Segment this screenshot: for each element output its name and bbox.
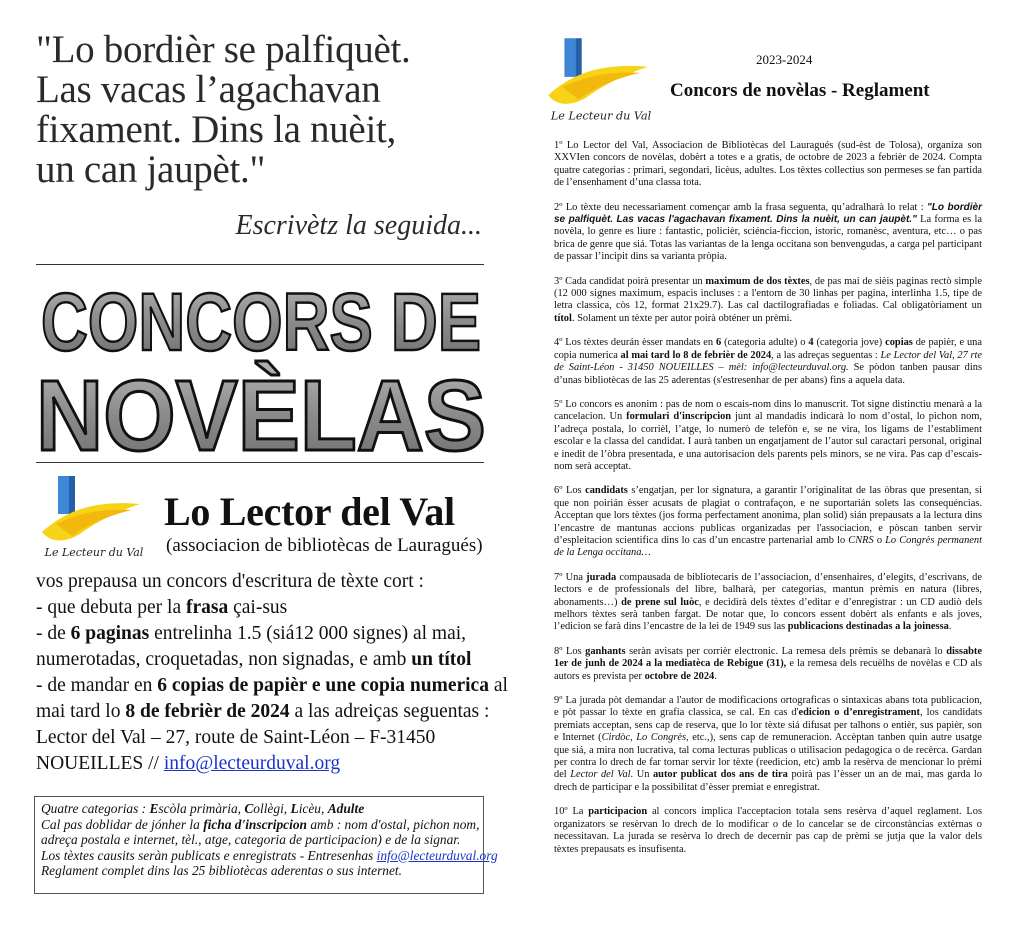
organization-name: Lo Lector del Val <box>164 489 455 534</box>
quote-line: "Lo bordièr se palfiquèt. <box>36 28 411 71</box>
intro-row <box>36 595 506 621</box>
text: etc.,), sens cap de remuneracion. Accèptan tanben quin autre usatge que siá, a mira non lucrativa, tal coma lecturas publicas o utilisacion pedagogica o de recèrca. Gardan per contra lo drech de far tornar servir lor tèxte (reedicion, etc) amb la resèrva de mencionar lo prèmi del <box>554 732 983 781</box>
text: C <box>244 801 254 816</box>
text: (categoria adulte) o <box>721 337 809 349</box>
text: 6º Los <box>554 485 586 497</box>
text: , de pas mai de sièis paginas rectò simple (12 000 signes maximum, espacis incluses : a l'entorn de 30 linhas per pagina, interlinha 1.5, tipe de letra classica, còs 12, format 21x29.7). Las cal dactilografiadas e foliadas. Cal obligatòriament un <box>554 275 982 312</box>
rule-item <box>554 202 982 264</box>
text: , los candidats premiats acceptan, sens cap de reserva, que lo lor tèxte siá difusat per talhons o entièr, sus papièr, son e Internet ( <box>554 707 982 744</box>
text: L <box>290 801 299 816</box>
text: 4 <box>808 337 814 349</box>
text: ficha d'inscripcion <box>203 816 307 832</box>
quote-line: Las vacas l’agachavan <box>36 68 381 111</box>
text: 7º Una <box>554 571 587 583</box>
text: de papièr, e una copia numerica <box>554 337 982 361</box>
text: . <box>948 621 952 633</box>
info-row: adreça postala e internet, tèl., atge, categoria de participacion) e de la signar. <box>41 832 461 848</box>
big-title-line-2: NOVÈLAS <box>36 360 486 460</box>
big-title <box>26 270 496 460</box>
text: - de mandar en <box>36 675 158 696</box>
text: 3º Cada candidat poirà presentar un <box>554 275 706 287</box>
quote-line: un can jaupèt." <box>36 148 266 191</box>
text: octobre de 2024 <box>644 670 715 682</box>
logo-text: Le Lecteur du Val <box>550 109 652 123</box>
text: de prene sul luòc <box>621 596 699 608</box>
text: mai tard lo <box>36 701 126 722</box>
tagline: Escrivètz la seguida... <box>235 210 482 241</box>
text: poirà pas l’èsser un an de mai, mas garda lo drech de participar e la possibilitat d’èsser premiat e enregistrat. <box>554 769 983 793</box>
text: ganhants <box>585 645 626 657</box>
text: e la remesa dels recuèlhs de novèlas e CD als autors es prevista per <box>554 658 982 682</box>
info-row <box>41 816 480 833</box>
text: 10º La <box>554 806 589 818</box>
text: "Lo bordièr se palfiquèt. Las vacas l'agachavan fixament. Dins la nuèit, un can jaupèt." <box>554 201 982 226</box>
intro-row <box>36 621 506 647</box>
rule-item <box>554 276 982 326</box>
text: compausada de bibliotecaris de l’associacion, d’ensenhaires, d’elegits, d’escrivans, de lectors e de professionals del libre, balharà, per categorias, mantun prèmis en natura (libres, abonaments…) <box>554 571 982 608</box>
divider <box>36 264 484 265</box>
text: maximum de dos tèxtes <box>705 275 810 287</box>
logo-text: Le Lecteur du Val <box>44 546 144 559</box>
text: al concors implica l'acceptacion totala sens resèrva d’aquel reglament. Los organizators se resèrvan lo drech de lo modificar o de lo cancelar se de circonstàncias extèrnas o necessitavan. La jurada se resèrva lo drech de decernir pas cap de prèmi se jutja que la valor dels tèxtes prepausats es insufisenta. <box>554 806 982 855</box>
text: al <box>488 675 508 696</box>
info-box <box>34 796 498 894</box>
text: autor publicat dos ans de tira <box>652 769 788 781</box>
text: 8 de febrièr de 2024 <box>125 701 290 722</box>
text: Lector del Val <box>570 769 631 781</box>
text: Se pòdon tanben pausar dins d’unas bibliotècas de las 25 aderentas (s'estresenhar de per abans) fins a aquela data. <box>554 362 983 386</box>
text: . <box>714 670 717 682</box>
text: o <box>873 534 886 546</box>
intro-row: Lector del Val – 27, route de Saint-Léon – F-31450 <box>36 727 436 748</box>
text: Quatre categorias : <box>41 801 150 816</box>
text: Los tèxtes causits seràn publicats e enregistrats - Entresenhas <box>41 847 377 863</box>
text: (categoria jove) <box>813 337 886 349</box>
opening-quote <box>36 30 506 190</box>
text: 4º Los tèxtes deurán èsser mandats en <box>554 337 716 349</box>
rule-item <box>554 695 982 794</box>
text: 9º La jurada pòt demandar a l'autor de modificacions ortograficas o sintaxicas abans tota publicacion, e pòt passar lo tèxte en grafia classica, se cal. En cas d' <box>554 695 982 719</box>
text: s’engatjan, per lor signatura, a garantir l’originalitat de las òbras que presentan, si que non poirián èsser acusats de plagiat o contrafaçon, e ne suportarián solets las consequéncias. Acceptan que lors tèxtes (jos forma perfectament anonima, plan solid) sián prepausats a la lectura dins l’encastre de mantunas accions publicas organizadas per l'associacion, e pòscan tanben servir d’espleitacion scientifica dins lo cas d’un encastre partenarial amb lo <box>554 485 982 546</box>
text: participacion <box>588 806 648 818</box>
text: edicion o d’enregistrament <box>798 707 920 719</box>
text: NOUEILLES // <box>36 753 164 774</box>
text: , e decidirà dels tèxtes d’editar e d’enregistrar : un CD audiò dels melhors tèxtes serà tanben fargat. De notar que, lo concors essent dobèrt als enfants e als joves, l’edicion se farà dins l’encastre de la lei de 1949 sus las <box>554 596 982 633</box>
rule-item <box>554 485 982 559</box>
text: amb : nom d'ostal, pichon nom, <box>306 816 480 832</box>
email-link[interactable]: info@lecteurduval.org <box>163 753 341 774</box>
rule-item <box>554 337 982 387</box>
text: publicacions destinadas a la joinessa <box>787 621 949 633</box>
text: jurada <box>586 571 617 583</box>
quote-line: fixament. Dins la nuèit, <box>36 108 396 151</box>
text: . Solament un tèxte per autor poirà obténer un prèmi. <box>571 312 793 324</box>
rule-item <box>554 399 982 473</box>
text: La forma es la novèla, lo genre es liure : fantastic, policièr, sciéncia-ficcion, istoric, romanèsc, aventura, etc… o pas brica de genre que siá. Totas las variantas de la lenga occitana son benvengudas, a carga pel participant de passar l’incipit dins sa varianta pròpia. <box>554 214 982 263</box>
text: 5º Lo concors es anonim : pas de nom o escais-nom dins lo manuscrit. Tot signe distinctiu menarà a la cancelacion. Un <box>554 398 982 423</box>
rule-item <box>554 806 982 856</box>
text: ollègi, <box>253 801 291 816</box>
text: numerotadas, croquetadas, non signadas, e amb <box>36 649 412 670</box>
text: - que debuta per la <box>36 597 186 618</box>
text: 6 paginas <box>70 623 150 644</box>
organization-subtitle: (associacion de bibliotècas de Lauragués) <box>166 535 483 556</box>
rule-item <box>554 646 982 683</box>
right-page <box>512 0 1024 928</box>
intro-row <box>36 673 506 699</box>
text: copias <box>885 337 913 349</box>
season-label: 2023-2024 <box>756 52 813 67</box>
text: Cirdòc, Lo Congrès, <box>601 732 689 744</box>
intro-row <box>36 647 506 673</box>
text: formulari d'inscripcion <box>626 411 732 423</box>
divider <box>36 462 484 463</box>
text: junt al mandadis indicarà lo nom d’ostal, lo pichon nom, l’adreça postala, lo corrièl, l’atge, lo numerò de telefòn e, se ne vira, los ligams de l’establiment escolar e la classa del candidat. I aurà tanben un engatjament de l’autor sul caractari personal, original e inedit de l’òbra presentada, e una autorisacion dels parents pels minors, se ne vira. Pas cap d’escais-nom serà acceptat. <box>554 411 982 472</box>
text: candidats <box>585 485 628 497</box>
rules-list <box>554 140 982 868</box>
text: Le Lector del Val, 27 rte de Saint-Léon - 31450 NOUEILLES – mèl: info@lecteurduval.org. <box>554 349 982 374</box>
rule-item <box>554 572 982 634</box>
text: a las adreiças seguentas : <box>289 701 490 722</box>
info-row: Reglament complet dins las 25 bibliotècas aderentas o sus internet. <box>41 863 403 879</box>
text: Lo Congrès permanent de la Lenga occitana… <box>554 534 983 559</box>
info-row <box>41 801 477 817</box>
text: frasa <box>185 597 229 618</box>
text: çai-sus <box>228 597 288 618</box>
lecteur-du-val-logo <box>542 32 654 130</box>
text: 8º Los <box>554 645 586 657</box>
text: icèu, <box>298 801 328 816</box>
text: , a las adreças seguentas : <box>771 349 881 361</box>
text: al mai tard lo 8 de febrièr de 2024 <box>620 349 772 361</box>
text: . Un <box>630 769 653 781</box>
text: títol <box>554 312 572 324</box>
text: E <box>149 801 159 816</box>
rule-item: 1º Lo Lector del Val, Associacion de Bibliotècas del Lauragués (sud-èst de Tolosa), organiza son XXVIen concors de novèlas, dobèrt a totes e a gratis, de octobre de 2023 a febrièr de 2024. Compta quatre categorias : primari, segondari, licèus, adultes. Los tèxtes collectius son permeses se fan partida de l’ensenhament d’una classa tota. <box>554 140 982 189</box>
text: - de <box>36 623 71 644</box>
text: 2º Lo tèxte deu necessariament començar amb la frasa seguenta, qu’adralharà lo relat : <box>554 201 928 213</box>
info-row <box>41 847 498 864</box>
text: CNRS <box>848 534 874 546</box>
text: Adulte <box>327 801 365 816</box>
text: entrelinha 1.5 (siá12 000 signes) al mai, <box>149 623 467 644</box>
intro-row <box>36 699 506 725</box>
email-link[interactable]: info@lecteurduval.org <box>376 847 498 863</box>
intro-row: vos prepausa un concors d'escritura de tèxte cort : <box>36 571 424 592</box>
text: dissabte 1er de junh de 2024 a la mediatèca de Rebigue (31), <box>554 645 982 670</box>
text: 6 copias de papièr e une copia numerica <box>157 675 489 696</box>
text: un títol <box>411 649 472 670</box>
intro-text <box>36 569 506 777</box>
lecteur-du-val-logo <box>36 470 146 566</box>
intro-row <box>36 751 506 777</box>
text: seràn avisats per corrièr electronic. La remesa dels prèmis se debanarà lo <box>625 645 947 657</box>
text: scòla primària, <box>158 801 245 816</box>
rules-title: Concors de novèlas - Reglament <box>670 80 930 101</box>
text: Cal pas doblidar de jónher la <box>41 816 204 832</box>
text: 6 <box>715 337 722 349</box>
big-title-line-1: CONCORS DE <box>41 277 481 368</box>
